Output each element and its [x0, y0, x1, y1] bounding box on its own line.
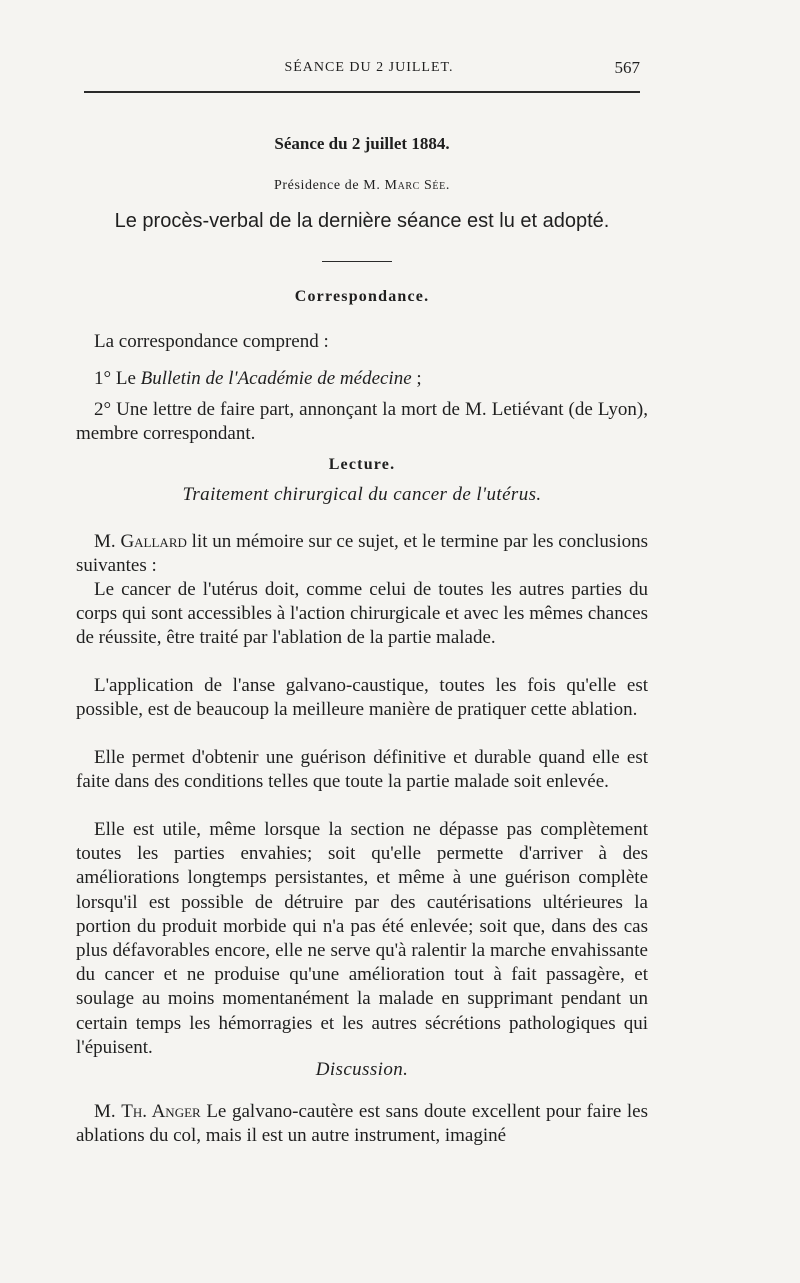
session-title: Séance du 2 juillet 1884. — [274, 134, 450, 153]
correspondance-heading: Correspondance. — [294, 288, 430, 305]
header-rule — [84, 91, 640, 93]
running-head — [84, 54, 640, 88]
presidence-suffix: . — [445, 178, 450, 193]
presidence-line — [76, 178, 648, 194]
proces-verbal-line: Le procès-verbal de la dernière séance est lu et adopté. — [114, 210, 610, 232]
anger-text: Le galvano-cautère est sans doute excellent pour faire les ablations du col, mais il est un autre instrument, imaginé — [76, 1101, 648, 1147]
section-divider — [322, 261, 392, 262]
correspondance-item-2: 2° Une lettre de faire part, annonçant la mort de M. Letiévant (de Lyon), membre correspondant. — [76, 399, 648, 445]
anger-name: Th. Anger — [121, 1101, 201, 1122]
lecture-heading: Lecture. — [328, 456, 396, 473]
item1-suffix: ; — [411, 368, 422, 389]
gallard-prefix: M. — [94, 531, 121, 552]
conclusion-paragraph: Elle permet d'obtenir une guérison définitive et durable quand elle est faite dans des conditions telles que toute la partie malade soit enlevée. — [76, 747, 648, 793]
gallard-name: Gallard — [120, 531, 187, 552]
gallard-paragraph — [76, 530, 648, 578]
anger-paragraph — [76, 1100, 648, 1148]
conclusion-paragraph: L'application de l'anse galvano-caustique, toutes les fois qu'elle est possible, est de beaucoup la meilleure manière de pratiquer cette ablation. — [76, 675, 648, 721]
running-head-title: SÉANCE DU 2 JUILLET. — [284, 60, 454, 75]
president-name: Marc Sée — [384, 178, 446, 193]
correspondance-item-1 — [76, 367, 648, 391]
lecture-subtitle: Traitement chirurgical du cancer de l'utérus. — [182, 484, 542, 505]
anger-prefix: M. — [94, 1101, 122, 1122]
page-number: 567 — [614, 58, 640, 77]
discussion-heading: Discussion. — [315, 1059, 409, 1080]
correspondance-intro: La correspondance comprend : — [94, 331, 329, 352]
conclusion-paragraph: Le cancer de l'utérus doit, comme celui de toutes les autres parties du corps qui sont accessibles à l'action chirurgicale et avec les mêmes chances de réussite, être traité par l'ablation de la partie malade. — [76, 579, 648, 649]
gallard-text: lit un mémoire sur ce sujet, et le termine par les conclusions suivantes : — [76, 531, 648, 577]
item1-title: Bulletin de l'Académie de médecine — [140, 368, 412, 389]
item1-prefix: 1° Le — [94, 368, 141, 389]
presidence-prefix: Présidence de M. — [274, 178, 385, 193]
conclusion-paragraph: Elle est utile, même lorsque la section ne dépasse pas complètement toutes les parties envahies; soit qu'elle permette d'arriver à des améliorations longtemps persistantes, et même à une guérison complète lorsqu'il est possible de détruire par des cautérisations ultérieures la portion du produit morbide qui n'a pas été enlevée; soit que, dans des cas plus défavorables encore, elle ne serve qu'à ralentir la marche envahissante du cancer et ne produise qu'une amélioration tout à fait passagère, et soulage au moins momentanément la malade en supprimant pendant un certain temps les hémorragies et les autres sécrétions pathologiques qui l'épuisent. — [76, 819, 648, 1058]
